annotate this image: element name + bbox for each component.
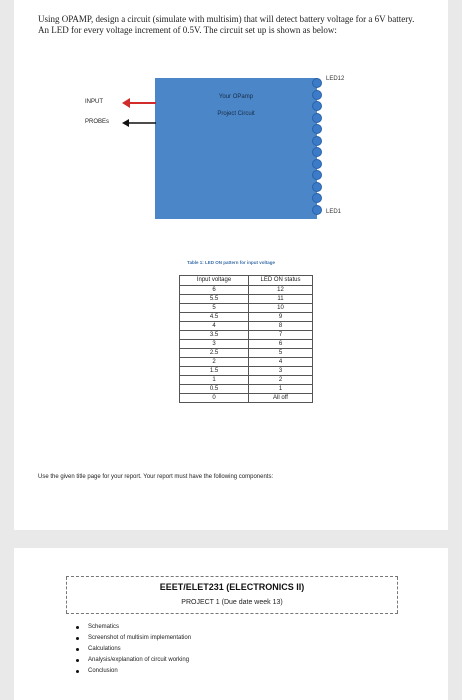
cell-input-voltage: 0.5	[180, 385, 249, 394]
cell-input-voltage: 6	[180, 286, 249, 295]
cell-led-status: 6	[249, 340, 313, 349]
probes-label: PROBEs	[85, 119, 110, 125]
cell-input-voltage: 5	[180, 304, 249, 313]
list-item: Calculations	[76, 644, 191, 655]
report-note: Use the given title page for your report. Your report must have the following components:	[38, 474, 274, 480]
cell-input-voltage: 3	[180, 340, 249, 349]
cell-input-voltage: 2.5	[180, 349, 249, 358]
led-9-icon	[312, 113, 322, 123]
input-arrow-head	[122, 98, 130, 108]
cell-led-status: 3	[249, 367, 313, 376]
led-10-icon	[312, 101, 322, 111]
opamp-box-title: Your OPamp	[218, 94, 254, 100]
table-caption: Table 1: LED ON pattern for input voltage	[187, 260, 275, 265]
table-header-row	[180, 276, 313, 286]
components-list	[76, 622, 191, 677]
opamp-box-subtitle: Project Circuit	[217, 111, 255, 117]
table-row	[180, 394, 313, 403]
cell-led-status: 9	[249, 313, 313, 322]
table-row	[180, 286, 313, 295]
led-2-icon	[312, 193, 322, 203]
cell-input-voltage: 1	[180, 376, 249, 385]
opamp-project-box	[155, 78, 317, 219]
table-row	[180, 376, 313, 385]
circuit-diagram	[14, 70, 448, 230]
table-row	[180, 322, 313, 331]
cell-led-status: 1	[249, 385, 313, 394]
table-row	[180, 349, 313, 358]
list-item: Schematics	[76, 622, 191, 633]
page-2	[14, 548, 448, 700]
table-body	[180, 286, 313, 403]
led-4-icon	[312, 170, 322, 180]
cell-led-status: All off	[249, 394, 313, 403]
table-row	[180, 367, 313, 376]
cell-led-status: 2	[249, 376, 313, 385]
cell-led-status: 10	[249, 304, 313, 313]
led-8-icon	[312, 124, 322, 134]
cell-led-status: 8	[249, 322, 313, 331]
led-top-label: LED12	[326, 76, 345, 82]
project-line: PROJECT 1 (Due date week 13)	[181, 599, 283, 606]
header-led-status: LED ON status	[249, 276, 313, 286]
io-arrows	[122, 96, 158, 128]
cell-led-status: 4	[249, 358, 313, 367]
table-row	[180, 385, 313, 394]
cell-input-voltage: 0	[180, 394, 249, 403]
led-11-icon	[312, 90, 322, 100]
table-row	[180, 295, 313, 304]
list-item: Analysis/explanation of circuit working	[76, 655, 191, 666]
cell-led-status: 7	[249, 331, 313, 340]
page-1	[14, 0, 448, 530]
cell-input-voltage: 4.5	[180, 313, 249, 322]
cell-led-status: 5	[249, 349, 313, 358]
cell-input-voltage: 5.5	[180, 295, 249, 304]
table-row	[180, 331, 313, 340]
cell-input-voltage: 1.5	[180, 367, 249, 376]
course-title: EEET/ELET231 (ELECTRONICS II)	[159, 582, 305, 592]
cell-led-status: 12	[249, 286, 313, 295]
cell-input-voltage: 3.5	[180, 331, 249, 340]
table-row	[180, 304, 313, 313]
led-12-icon	[312, 78, 322, 88]
list-item: Conclusion	[76, 666, 191, 677]
title-page-box	[66, 576, 398, 614]
led-3-icon	[312, 182, 322, 192]
table-row	[180, 340, 313, 349]
input-label: INPUT	[85, 99, 103, 105]
led-pattern-table	[179, 275, 313, 403]
cell-led-status: 11	[249, 295, 313, 304]
cell-input-voltage: 4	[180, 322, 249, 331]
led-5-icon	[312, 159, 322, 169]
led-7-icon	[312, 136, 322, 146]
list-item: Screenshot of multisim implementation	[76, 633, 191, 644]
led-6-icon	[312, 147, 322, 157]
table-row	[180, 313, 313, 322]
probes-arrow-head	[122, 119, 129, 127]
intro-text: Using OPAMP, design a circuit (simulate with multisim) that will detect battery voltage for a 6V battery. An LED for every voltage increment of 0.5V. The circuit set up is shown as below:	[38, 14, 415, 35]
led-bottom-label: LED1	[326, 209, 342, 215]
header-input-voltage: Input voltage	[180, 276, 249, 286]
table-row	[180, 358, 313, 367]
cell-input-voltage: 2	[180, 358, 249, 367]
led-1-icon	[312, 205, 322, 215]
